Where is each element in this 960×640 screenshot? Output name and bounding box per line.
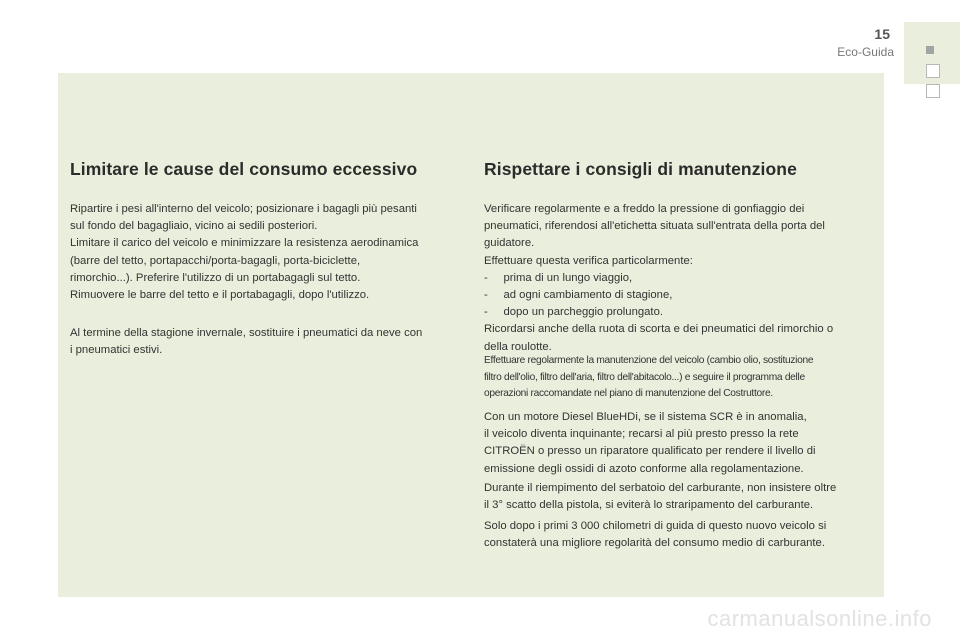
text-line: sul fondo del bagagliaio, vicino ai sedili posteriori. [70, 220, 318, 233]
list-item: - dopo un parcheggio prolungato. [484, 306, 663, 319]
text-line: il veicolo diventa inquinante; recarsi al più presto presso la rete [484, 428, 799, 441]
text-line: Effettuare regolarmente la manutenzione del veicolo (cambio olio, sostituzione [484, 355, 814, 366]
text-line: pneumatici, riferendosi all'etichetta situata sull'entrata della porta del [484, 220, 825, 233]
text-line: Rimuovere le barre del tetto e il portabagagli, dopo l'utilizzo. [70, 289, 370, 302]
text-line: CITROËN o presso un riparatore qualificato per rendere il livello di [484, 445, 816, 458]
right-paragraph-3 [484, 409, 816, 478]
tab-box-icon[interactable] [926, 64, 940, 78]
text-line: emissione degli ossidi di azoto conforme alla regolamentazione. [484, 462, 804, 475]
left-section-title: Limitare le cause del consumo eccessivo [70, 159, 418, 179]
side-tab-strip [904, 22, 960, 640]
text-line: filtro dell'olio, filtro dell'aria, filtro dell'abitacolo...) e seguire il programma delle [484, 371, 805, 383]
text-line: guidatore. [484, 237, 535, 250]
text-line: Limitare il carico del veicolo e minimizzare la resistenza aerodinamica [70, 237, 419, 250]
section-name: Eco-Guida [837, 45, 894, 59]
right-paragraph-1 [484, 201, 833, 356]
left-paragraph-1 [70, 201, 418, 304]
text-line: Verificare regolarmente e a freddo la pressione di gonfiaggio dei [484, 203, 805, 215]
content-panel [58, 73, 884, 597]
text-line: Al termine della stagione invernale, sostituire i pneumatici da neve con [70, 327, 423, 339]
right-paragraph-5 [484, 518, 826, 552]
square-marker-icon [926, 46, 934, 54]
text-line: Durante il riempimento del serbatoio del carburante, non insistere oltre [484, 482, 837, 494]
text-line: il 3° scatto della pistola, si eviterà lo straripamento del carburante. [484, 499, 814, 512]
text-line: constaterà una migliore regolarità del consumo medio di carburante. [484, 537, 825, 550]
text-line: Con un motore Diesel BlueHDi, se il sistema SCR è in anomalia, [484, 411, 807, 423]
left-paragraph-2 [70, 325, 422, 359]
text-line: operazioni raccomandate nel piano di manutenzione del Costruttore. [484, 388, 773, 400]
text-line: Ripartire i pesi all'interno del veicolo; posizionare i bagagli più pesanti [70, 203, 417, 215]
text-line: della roulotte. [484, 340, 552, 353]
watermark: carmanualsonline.info [707, 606, 932, 631]
right-paragraph-4 [484, 480, 836, 514]
page-number: 15 [874, 26, 890, 42]
text-line: rimorchio...). Preferire l'utilizzo di un portabagagli sul tetto. [70, 271, 361, 284]
list-item: - prima di un lungo viaggio, [484, 271, 633, 284]
text-line: (barre del tetto, portapacchi/porta-bagagli, porta-biciclette, [70, 254, 361, 267]
text-line: Effettuare questa verifica particolarmente: [484, 254, 693, 267]
list-item: - ad ogni cambiamento di stagione, [484, 289, 673, 302]
tab-box-icon[interactable] [926, 84, 940, 98]
text-line: Solo dopo i primi 3 000 chilometri di guida di questo nuovo veicolo si [484, 520, 827, 532]
text-line: i pneumatici estivi. [70, 344, 163, 357]
right-paragraph-2 [484, 353, 813, 403]
right-section-title: Rispettare i consigli di manutenzione [484, 159, 797, 179]
text-line: Ricordarsi anche della ruota di scorta e dei pneumatici del rimorchio o [484, 323, 834, 336]
